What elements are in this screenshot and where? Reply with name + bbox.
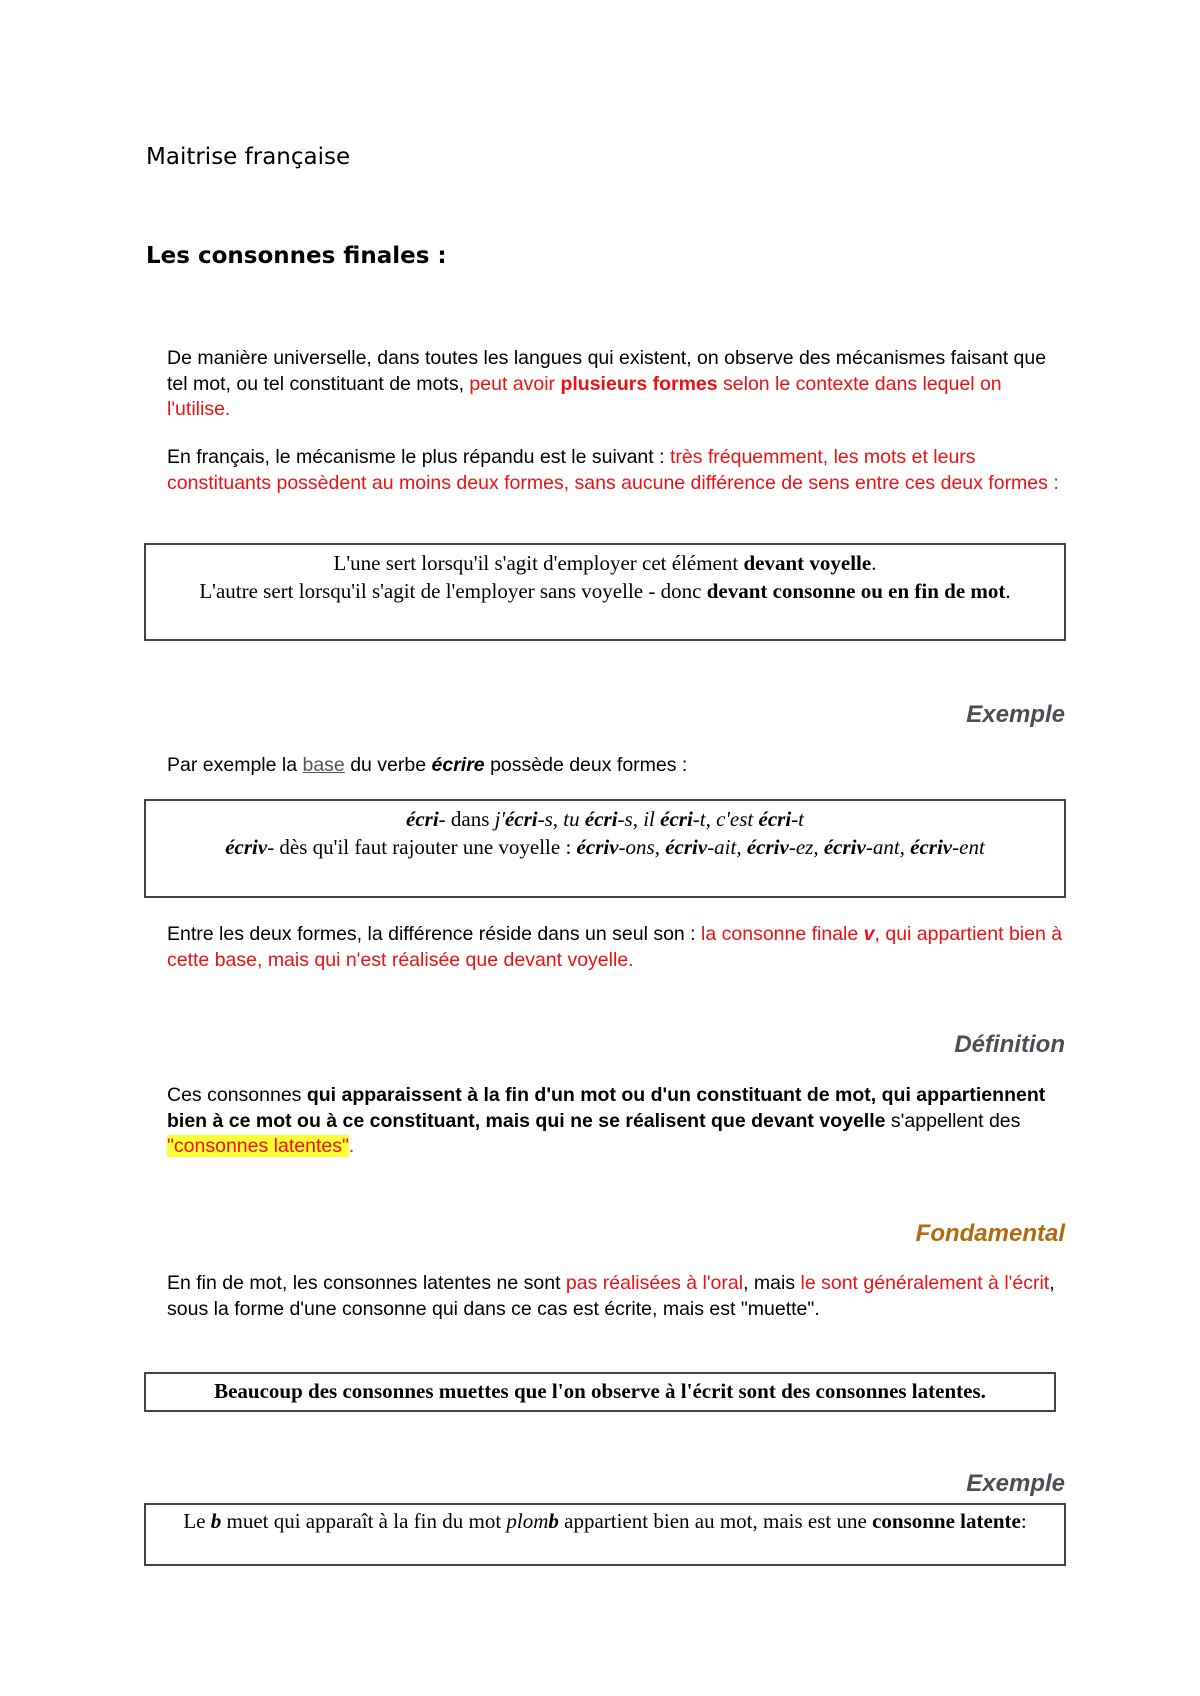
text-run: De manière universelle, dans toutes les langues qui existent, on observe des mécanismes faisant que tel mot, ou tel constituant de mots, xyxy=(167,347,1047,395)
text-run: -ant, xyxy=(865,835,911,859)
text-run: Ces consonnes xyxy=(167,1084,307,1106)
text-run: L'une sert lorsqu'il s'agit d'employer cet élément xyxy=(333,551,744,575)
text-run: Le xyxy=(183,1509,211,1533)
text-run-red: , qui appartient bien à cette base, mais qui n'est réalisée que devant voyelle. xyxy=(167,923,1063,971)
paragraph-intro xyxy=(167,346,1067,423)
text-run: écriv xyxy=(665,835,708,859)
paragraph-difference xyxy=(167,922,1067,973)
text-run: . xyxy=(1005,579,1011,603)
text-run: écriv xyxy=(910,835,953,859)
text-run-bold: consonne latente xyxy=(872,1509,1021,1533)
forms-box xyxy=(144,799,1066,898)
latent-box xyxy=(144,1372,1056,1412)
text-run: j' xyxy=(494,807,505,831)
text-run: appartient bien au mot, mais est une xyxy=(558,1509,873,1533)
text-run-red: très fréquemment, les mots et leurs constituants possèdent au moins deux formes, sans aucune différence de sens entre ces deux formes : xyxy=(167,446,1059,494)
text-run: Entre les deux formes, la différence réside dans un seul son : xyxy=(167,923,702,945)
text-run-red: la consonne finale xyxy=(701,923,864,945)
rule-line-2 xyxy=(158,577,1052,605)
text-run: écri xyxy=(660,807,693,831)
rule-line-1 xyxy=(158,549,1052,577)
paragraph-fondamental xyxy=(167,1271,1067,1322)
text-run: écriv xyxy=(746,835,789,859)
text-run: -s, tu xyxy=(537,807,585,831)
text-run-red: peut avoir xyxy=(469,372,561,395)
paragraph-mechanism xyxy=(167,445,1067,496)
text-run-red: le sont généralement à l'écrit xyxy=(800,1272,1050,1294)
text-run: - dès qu'il faut rajouter une voyelle : xyxy=(267,835,577,859)
text-run: écri xyxy=(584,807,618,831)
document-title: Maitrise française xyxy=(146,144,351,170)
text-run: écri xyxy=(504,807,538,831)
text-run: écriv xyxy=(576,835,619,859)
text-run: possède deux formes : xyxy=(484,754,688,776)
label-exemple-2: Exemple xyxy=(966,1470,1065,1497)
text-run: -ons, xyxy=(618,835,666,859)
text-run-bold: devant consonne ou en fin de mot xyxy=(706,579,1006,603)
text-run: du verbe xyxy=(344,754,432,776)
text-run: b xyxy=(548,1509,559,1533)
text-run-red: pas réalisées à l'oral xyxy=(565,1272,744,1294)
text-run: : xyxy=(1020,1509,1027,1533)
plomb-box xyxy=(144,1503,1066,1566)
plomb-box-text xyxy=(158,1507,1052,1535)
text-run: -s, il xyxy=(617,807,661,831)
text-run-red-bold-italic: v xyxy=(863,923,875,945)
text-run: -t xyxy=(791,807,804,831)
text-run-red: . xyxy=(348,1135,355,1157)
latent-box-text: Beaucoup des consonnes muettes que l'on observe à l'écrit sont des consonnes latentes. xyxy=(214,1379,986,1403)
text-run: , mais xyxy=(743,1272,801,1294)
text-run: plom xyxy=(506,1509,549,1533)
text-run: - dans xyxy=(438,807,495,831)
text-run: -ent xyxy=(952,835,985,859)
section-title: Les consonnes finales : xyxy=(146,243,447,269)
forms-line-2 xyxy=(158,833,1052,861)
text-run: -t, c'est xyxy=(692,807,759,831)
text-run: s'appellent des xyxy=(885,1109,1021,1132)
highlighted-term: "consonnes latentes" xyxy=(167,1135,349,1157)
text-run: écriv xyxy=(823,835,866,859)
paragraph-example-base xyxy=(167,753,1067,779)
base-link[interactable]: base xyxy=(302,754,345,776)
paragraph-definition xyxy=(167,1083,1067,1160)
label-fondamental: Fondamental xyxy=(915,1220,1065,1247)
text-run: En français, le mécanisme le plus répandu est le suivant : xyxy=(167,446,670,468)
forms-line-1 xyxy=(158,805,1052,833)
text-run: -ait, xyxy=(707,835,747,859)
text-run: -ez, xyxy=(788,835,824,859)
label-definition: Définition xyxy=(954,1031,1065,1058)
text-run-red-bold: plusieurs formes xyxy=(560,372,718,395)
text-run: écri xyxy=(406,807,439,831)
rule-box xyxy=(144,543,1066,641)
text-run: . xyxy=(871,551,877,575)
text-run: Par exemple la xyxy=(167,754,303,776)
text-run: muet qui apparaît à la fin du mot xyxy=(221,1509,507,1533)
text-run: écriv xyxy=(225,835,268,859)
text-run-bold: devant voyelle xyxy=(743,551,872,575)
text-run: En fin de mot, les consonnes latentes ne sont xyxy=(167,1272,566,1294)
text-run: b xyxy=(210,1509,222,1533)
label-exemple: Exemple xyxy=(966,701,1065,728)
text-run-bold-italic: écrire xyxy=(431,754,485,776)
text-run-bold: qui apparaissent à la fin d'un mot ou d'un constituant de mot, qui appartiennent bien à ce mot ou à ce constituant, mais qui ne se réalisent que devant voyelle xyxy=(167,1084,1046,1132)
text-run-red: selon le contexte dans lequel on l'utilise. xyxy=(167,372,1002,420)
text-run: , sous la forme d'une consonne qui dans ce cas est écrite, mais est "muette". xyxy=(167,1272,1055,1320)
text-run: écri xyxy=(758,807,792,831)
text-run: L'autre sert lorsqu'il s'agit de l'employer sans voyelle - donc xyxy=(199,579,707,603)
